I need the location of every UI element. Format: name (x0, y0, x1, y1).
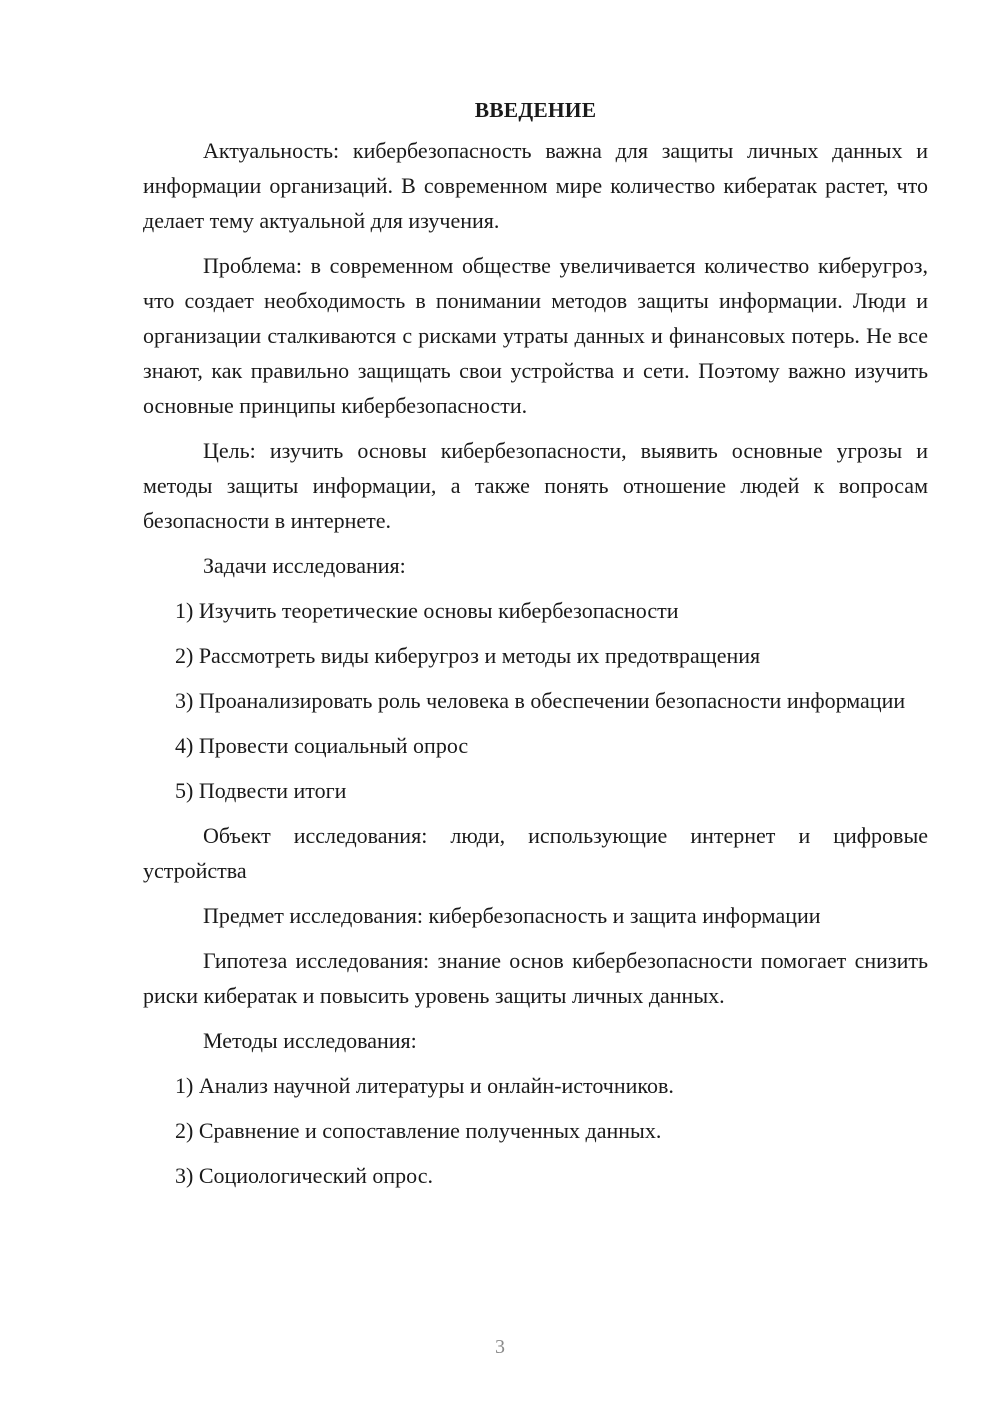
list-item: 1) Изучить теоретические основы кибербезопасности (175, 598, 679, 623)
problem-paragraph: Проблема: в современном обществе увеличивается количество киберугроз, что создает необходимость в понимании методов защиты информации. Люди и организации сталкиваются с рисками утраты данных и финансовых потерь. Не все знают, как правильно защищать свои устройства и сети. Поэтому важно изучить основные принципы кибербезопасности. (143, 253, 928, 418)
list-item: 3) Социологический опрос. (175, 1163, 433, 1188)
methods-list (143, 1068, 928, 1193)
object-paragraph: Объект исследования: люди, использующие интернет и цифровые устройства (143, 823, 928, 883)
subject-paragraph: Предмет исследования: кибербезопасность и защита информации (203, 903, 821, 928)
list-item: 3) Проанализировать роль человека в обеспечении безопасности информации (175, 688, 906, 713)
document-page (143, 92, 928, 1203)
list-item: 2) Рассмотреть виды киберугроз и методы их предотвращения (175, 643, 761, 668)
list-item: 2) Сравнение и сопоставление полученных данных. (175, 1118, 662, 1143)
list-item: 1) Анализ научной литературы и онлайн-источников. (175, 1073, 674, 1098)
list-item: 5) Подвести итоги (175, 778, 347, 803)
goal-paragraph: Цель: изучить основы кибербезопасности, выявить основные угрозы и методы защиты информации, а также понять отношение людей к вопросам безопасности в интернете. (143, 438, 928, 533)
page-number: 3 (495, 1336, 505, 1358)
tasks-list (143, 593, 928, 808)
methods-heading: Методы исследования: (203, 1028, 417, 1053)
relevance-paragraph: Актуальность: кибербезопасность важна для защиты личных данных и информации организаций. В современном мире количество кибератак растет, что делает тему актуальной для изучения. (143, 138, 928, 233)
tasks-heading: Задачи исследования: (203, 553, 406, 578)
page-title: ВВЕДЕНИЕ (474, 98, 597, 122)
list-item: 4) Провести социальный опрос (175, 733, 469, 758)
hypothesis-paragraph: Гипотеза исследования: знание основ кибербезопасности помогает снизить риски кибератак и повысить уровень защиты личных данных. (143, 948, 928, 1008)
